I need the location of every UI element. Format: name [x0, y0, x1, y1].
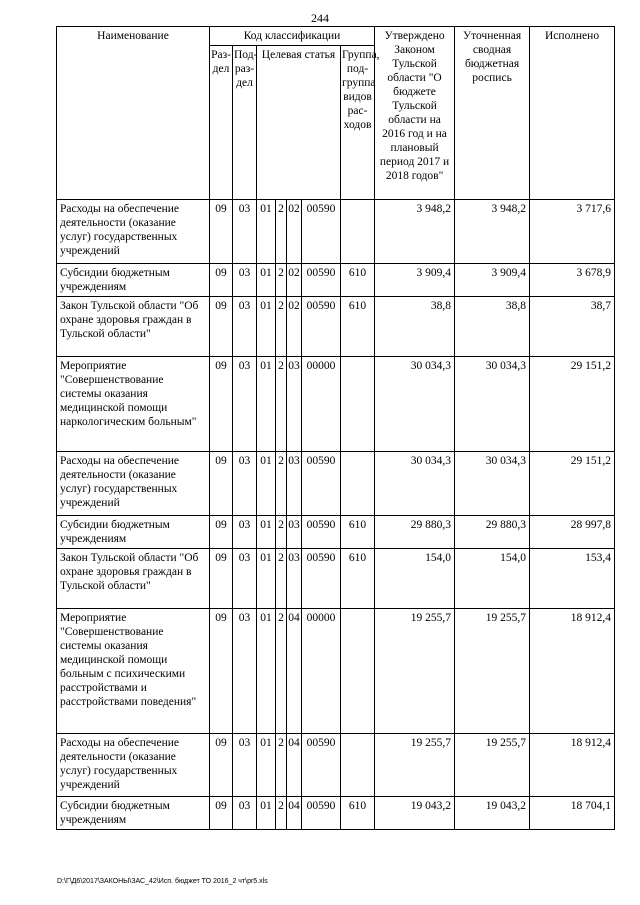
header-approved: Утверждено Законом Тульской области "О бюджете Тульской области на 2016 год и на плановый период 2017 и 2018 годов": [375, 27, 455, 200]
row-name: Мероприятие "Совершенствование системы оказания медицинской помощи больным с психическими расстройствами и расстройствами поведения": [57, 609, 210, 734]
row-executed: 38,7: [530, 297, 615, 357]
row-target-code-1: 01: [257, 357, 276, 452]
row-approved: 3 948,2: [375, 200, 455, 264]
row-target-code-1: 01: [257, 452, 276, 516]
table-row: [57, 549, 615, 609]
row-target-code-1: 01: [257, 734, 276, 797]
row-target-code-3: 03: [287, 357, 302, 452]
row-approved: 38,8: [375, 297, 455, 357]
row-approved: 30 034,3: [375, 452, 455, 516]
row-target-code-3: 04: [287, 797, 302, 830]
row-executed: 29 151,2: [530, 452, 615, 516]
row-name: Мероприятие "Совершенствование системы оказания медицинской помощи наркологическим больным": [57, 357, 210, 452]
row-section: 09: [210, 797, 233, 830]
row-refined: 154,0: [455, 549, 530, 609]
row-subsection: 03: [233, 264, 257, 297]
row-target-code-2: 2: [276, 797, 287, 830]
row-target-code-4: 00000: [302, 609, 341, 734]
row-expense-group: [341, 200, 375, 264]
row-target-code-3: 03: [287, 549, 302, 609]
row-subsection: 03: [233, 734, 257, 797]
row-target-code-2: 2: [276, 452, 287, 516]
table-header: [57, 27, 615, 200]
row-target-code-2: 2: [276, 357, 287, 452]
row-target-code-1: 01: [257, 200, 276, 264]
row-target-code-4: 00000: [302, 357, 341, 452]
table-row: [57, 452, 615, 516]
row-expense-group: [341, 609, 375, 734]
row-refined: 29 880,3: [455, 516, 530, 549]
row-section: 09: [210, 549, 233, 609]
row-subsection: 03: [233, 609, 257, 734]
row-name: Субсидии бюджетным учреждениям: [57, 797, 210, 830]
row-target-code-3: 03: [287, 516, 302, 549]
row-target-code-2: 2: [276, 609, 287, 734]
header-classification: Код классификации: [210, 27, 375, 46]
row-executed: 28 997,8: [530, 516, 615, 549]
row-subsection: 03: [233, 549, 257, 609]
row-section: 09: [210, 609, 233, 734]
budget-table: [56, 26, 615, 830]
row-target-code-2: 2: [276, 516, 287, 549]
row-section: 09: [210, 200, 233, 264]
row-target-code-4: 00590: [302, 797, 341, 830]
page-number: 244: [311, 11, 329, 25]
row-section: 09: [210, 452, 233, 516]
row-name: Закон Тульской области "Об охране здоровья граждан в Тульской области": [57, 549, 210, 609]
row-subsection: 03: [233, 797, 257, 830]
row-target-code-4: 00590: [302, 264, 341, 297]
row-section: 09: [210, 297, 233, 357]
row-target-code-1: 01: [257, 797, 276, 830]
row-approved: 30 034,3: [375, 357, 455, 452]
row-section: 09: [210, 264, 233, 297]
row-expense-group: 610: [341, 516, 375, 549]
row-expense-group: [341, 452, 375, 516]
row-subsection: 03: [233, 452, 257, 516]
row-target-code-3: 04: [287, 734, 302, 797]
row-target-code-1: 01: [257, 549, 276, 609]
row-refined: 30 034,3: [455, 357, 530, 452]
row-executed: 18 704,1: [530, 797, 615, 830]
row-name: Субсидии бюджетным учреждениям: [57, 516, 210, 549]
row-target-code-1: 01: [257, 516, 276, 549]
row-name: Расходы на обеспечение деятельности (оказание услуг) государственных учреждений: [57, 452, 210, 516]
row-name: Расходы на обеспечение деятельности (оказание услуг) государственных учреждений: [57, 734, 210, 797]
row-target-code-4: 00590: [302, 200, 341, 264]
table-row: [57, 734, 615, 797]
row-expense-group: [341, 734, 375, 797]
row-approved: 19 043,2: [375, 797, 455, 830]
row-target-code-2: 2: [276, 200, 287, 264]
table-row: [57, 264, 615, 297]
header-name: Наименование: [57, 27, 210, 200]
row-target-code-2: 2: [276, 734, 287, 797]
row-name: Расходы на обеспечение деятельности (оказание услуг) государственных учреждений: [57, 200, 210, 264]
row-target-code-2: 2: [276, 297, 287, 357]
row-executed: 3 678,9: [530, 264, 615, 297]
row-target-code-3: 02: [287, 297, 302, 357]
row-target-code-3: 02: [287, 264, 302, 297]
table-body: [57, 200, 615, 830]
row-target-code-4: 00590: [302, 297, 341, 357]
row-subsection: 03: [233, 357, 257, 452]
row-approved: 3 909,4: [375, 264, 455, 297]
row-approved: 19 255,7: [375, 734, 455, 797]
row-subsection: 03: [233, 516, 257, 549]
row-target-code-1: 01: [257, 264, 276, 297]
table-row: [57, 357, 615, 452]
row-expense-group: 610: [341, 264, 375, 297]
row-approved: 29 880,3: [375, 516, 455, 549]
row-name: Закон Тульской области "Об охране здоровья граждан в Тульской области": [57, 297, 210, 357]
row-target-code-1: 01: [257, 609, 276, 734]
row-target-code-4: 00590: [302, 452, 341, 516]
row-refined: 38,8: [455, 297, 530, 357]
row-expense-group: 610: [341, 297, 375, 357]
row-expense-group: [341, 357, 375, 452]
row-target-code-3: 03: [287, 452, 302, 516]
header-subsection: Под-раз-дел: [233, 46, 257, 200]
header-target-article: Целевая статья: [257, 46, 341, 200]
row-section: 09: [210, 357, 233, 452]
row-target-code-4: 00590: [302, 549, 341, 609]
table-row: [57, 297, 615, 357]
header-section: Раз-дел: [210, 46, 233, 200]
row-refined: 19 043,2: [455, 797, 530, 830]
row-refined: 3 909,4: [455, 264, 530, 297]
header-expense-group: Группа, под-группа видов рас-ходов: [341, 46, 375, 200]
row-section: 09: [210, 516, 233, 549]
row-section: 09: [210, 734, 233, 797]
header-refined: Уточненная сводная бюджетная роспись: [455, 27, 530, 200]
row-executed: 18 912,4: [530, 734, 615, 797]
row-executed: 29 151,2: [530, 357, 615, 452]
row-executed: 153,4: [530, 549, 615, 609]
row-target-code-3: 02: [287, 200, 302, 264]
row-refined: 19 255,7: [455, 734, 530, 797]
table-row: [57, 797, 615, 830]
row-target-code-2: 2: [276, 549, 287, 609]
row-subsection: 03: [233, 297, 257, 357]
row-target-code-4: 00590: [302, 516, 341, 549]
row-target-code-3: 04: [287, 609, 302, 734]
row-executed: 3 717,6: [530, 200, 615, 264]
row-approved: 19 255,7: [375, 609, 455, 734]
table-row: [57, 609, 615, 734]
row-subsection: 03: [233, 200, 257, 264]
footer-file-path: D:\Г\Д6\2017\ЗАКОНЫ\ЗАС_42\Исп. бюджет ТО 2016_2 чт\pr5.xls: [57, 878, 268, 885]
row-target-code-2: 2: [276, 264, 287, 297]
row-refined: 30 034,3: [455, 452, 530, 516]
row-executed: 18 912,4: [530, 609, 615, 734]
row-target-code-1: 01: [257, 297, 276, 357]
row-refined: 19 255,7: [455, 609, 530, 734]
table-row: [57, 200, 615, 264]
row-expense-group: 610: [341, 797, 375, 830]
row-refined: 3 948,2: [455, 200, 530, 264]
row-expense-group: 610: [341, 549, 375, 609]
table-row: [57, 516, 615, 549]
row-approved: 154,0: [375, 549, 455, 609]
header-executed: Исполнено: [530, 27, 615, 200]
row-name: Субсидии бюджетным учреждениям: [57, 264, 210, 297]
row-target-code-4: 00590: [302, 734, 341, 797]
